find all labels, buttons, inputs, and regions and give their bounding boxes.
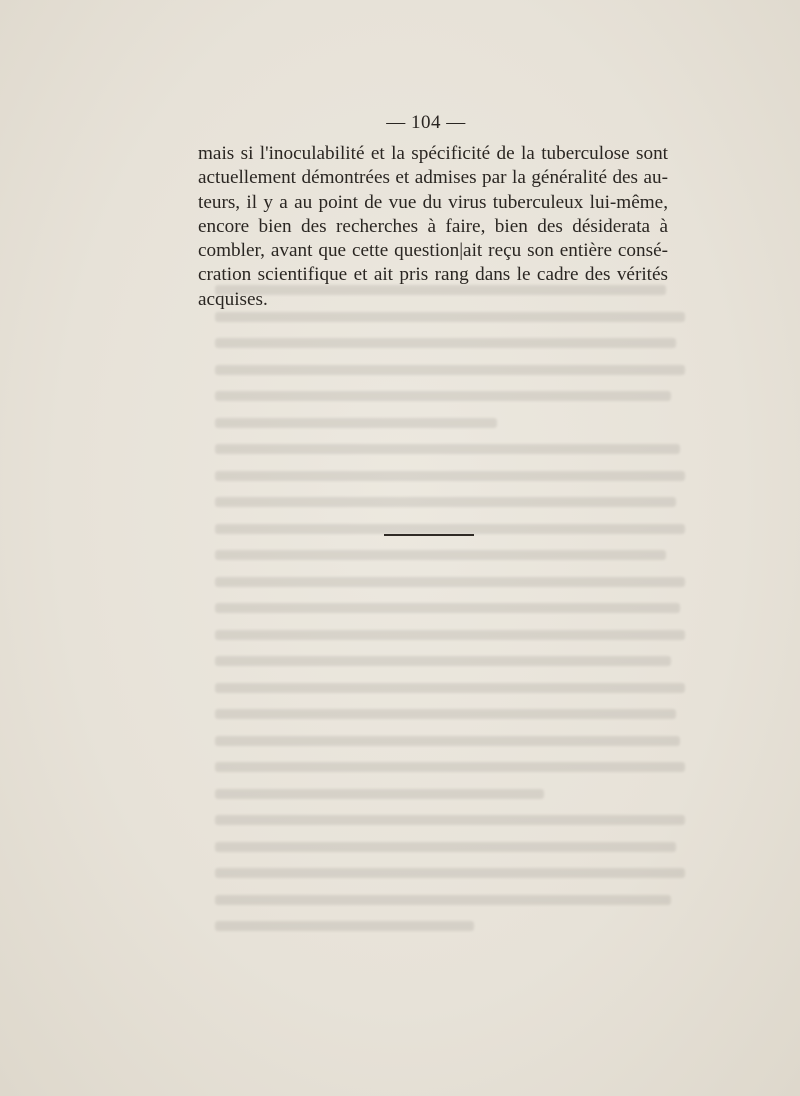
text-line: acquises.	[198, 288, 268, 310]
text-line: mais si l'inoculabilité et la spécificité de la tuberculose sont	[198, 143, 668, 164]
page-number: — 104 —	[386, 112, 466, 133]
text-line: cration scientifique et ait pris rang dans le cadre des vérités	[198, 264, 668, 286]
section-divider	[384, 534, 474, 536]
bleed-through-text	[215, 285, 685, 945]
text-line: actuellement démontrées et admises par la généralité des au-	[198, 167, 668, 189]
text-line: teurs, il y a au point de vue du virus tuberculeux lui-même,	[198, 191, 668, 213]
body-paragraph	[198, 142, 668, 312]
text-line: combler, avant que cette question|ait reçu son entière consé-	[198, 240, 668, 262]
text-line: encore bien des recherches à faire, bien des désiderata à	[198, 215, 668, 237]
